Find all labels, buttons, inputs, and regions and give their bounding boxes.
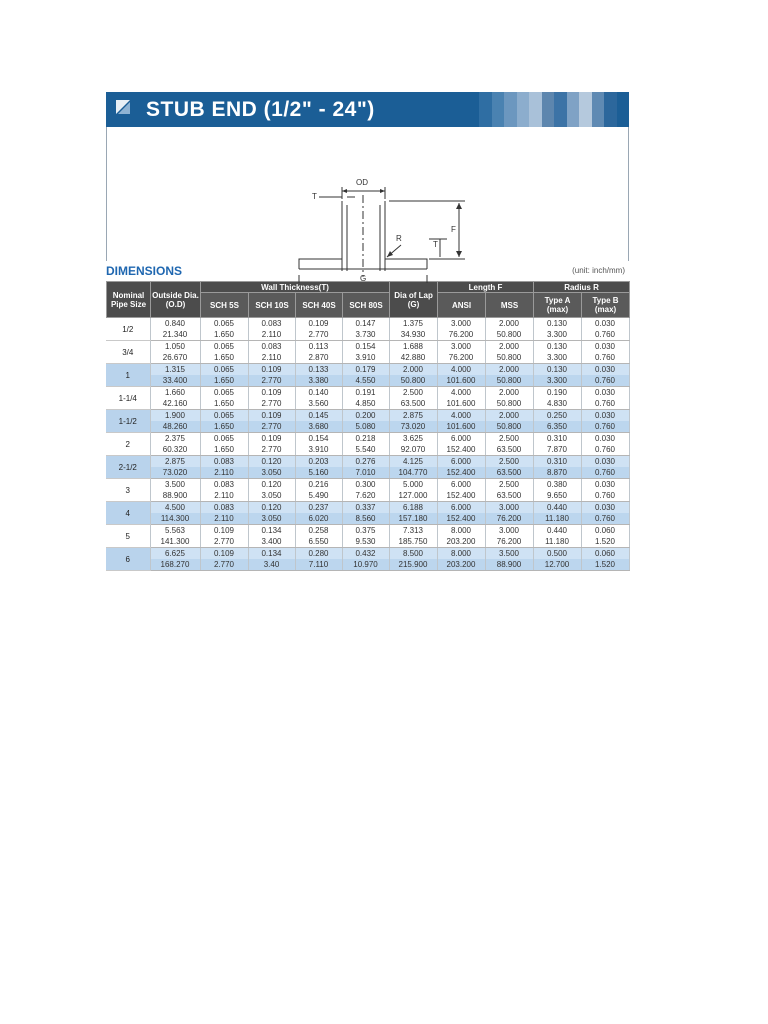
table-cell: 7.010 — [342, 467, 389, 479]
table-cell: 0.030 — [581, 318, 629, 329]
table-cell: 0.030 — [581, 433, 629, 445]
table-cell: 1.650 — [200, 444, 248, 456]
table-cell: 2.000 — [389, 364, 437, 376]
table-cell: 0.083 — [200, 479, 248, 491]
table-cell: 2.110 — [200, 513, 248, 525]
table-row-mm — [106, 398, 629, 410]
table-cell: 0.276 — [342, 456, 389, 468]
table-cell: 0.237 — [295, 502, 342, 514]
table-cell: 0.030 — [581, 364, 629, 376]
size-group — [106, 479, 629, 502]
table-row-mm — [106, 467, 629, 479]
table-cell: 4.000 — [437, 410, 485, 422]
size-group — [106, 525, 629, 548]
table-cell: 0.109 — [200, 548, 248, 560]
table-cell: 1.660 — [150, 387, 200, 399]
table-cell: 0.432 — [342, 548, 389, 560]
table-cell: 0.083 — [248, 318, 295, 329]
table-row-mm — [106, 559, 629, 571]
table-cell: 6.188 — [389, 502, 437, 514]
table-cell: 0.145 — [295, 410, 342, 422]
header-sch-10s: SCH 10S — [249, 293, 296, 318]
table-cell: 185.750 — [389, 536, 437, 548]
table-cell: 6.350 — [533, 421, 581, 433]
table-row-inch — [106, 318, 629, 329]
header-dia-of-lap: Dia of Lap (G) — [390, 282, 438, 318]
table-cell: 1.650 — [200, 375, 248, 387]
table-cell: 2.110 — [248, 329, 295, 341]
table-cell: 3.300 — [533, 352, 581, 364]
size-group — [106, 502, 629, 525]
table-cell: 0.191 — [342, 387, 389, 399]
table-cell: 0.440 — [533, 502, 581, 514]
header-wall-thickness: Wall Thickness(T) — [201, 282, 390, 293]
table-cell: 1.650 — [200, 352, 248, 364]
table-cell: 1.900 — [150, 410, 200, 422]
table-cell: 9.530 — [342, 536, 389, 548]
nominal-size-cell: 4 — [106, 502, 150, 525]
table-cell: 0.840 — [150, 318, 200, 329]
table-cell: 42.880 — [389, 352, 437, 364]
nominal-size-cell: 1-1/2 — [106, 410, 150, 433]
table-row-mm — [106, 536, 629, 548]
table-cell: 73.020 — [389, 421, 437, 433]
dimensions-table-body — [106, 318, 630, 571]
table-cell: 0.109 — [248, 387, 295, 399]
nominal-size-cell: 1-1/4 — [106, 387, 150, 410]
table-cell: 76.200 — [485, 536, 533, 548]
table-cell: 50.800 — [485, 375, 533, 387]
table-cell: 6.000 — [437, 479, 485, 491]
nominal-size-cell: 6 — [106, 548, 150, 571]
table-cell: 76.200 — [437, 352, 485, 364]
table-cell: 11.180 — [533, 513, 581, 525]
table-cell: 0.760 — [581, 421, 629, 433]
table-cell: 48.260 — [150, 421, 200, 433]
table-cell: 0.109 — [248, 410, 295, 422]
table-row-mm — [106, 444, 629, 456]
table-cell: 7.313 — [389, 525, 437, 537]
table-cell: 0.030 — [581, 479, 629, 491]
table-cell: 50.800 — [485, 421, 533, 433]
table-cell: 3.300 — [533, 375, 581, 387]
table-cell: 0.310 — [533, 433, 581, 445]
table-cell: 4.850 — [342, 398, 389, 410]
table-cell: 2.110 — [248, 352, 295, 364]
table-cell: 8.500 — [389, 548, 437, 560]
table-cell: 26.670 — [150, 352, 200, 364]
table-cell: 76.200 — [485, 513, 533, 525]
table-row-inch — [106, 548, 629, 560]
table-cell: 88.900 — [150, 490, 200, 502]
f-label: F — [451, 225, 456, 234]
table-cell: 152.400 — [437, 444, 485, 456]
table-cell: 0.310 — [533, 456, 581, 468]
nominal-size-cell: 3 — [106, 479, 150, 502]
table-cell: 2.770 — [248, 421, 295, 433]
table-cell: 203.200 — [437, 559, 485, 571]
table-row-mm — [106, 352, 629, 364]
table-cell: 101.600 — [437, 375, 485, 387]
table-cell: 4.830 — [533, 398, 581, 410]
table-cell: 0.760 — [581, 375, 629, 387]
table-cell: 34.930 — [389, 329, 437, 341]
table-row-inch — [106, 364, 629, 376]
table-cell: 2.000 — [485, 387, 533, 399]
table-cell: 2.770 — [295, 329, 342, 341]
table-cell: 4.000 — [437, 364, 485, 376]
size-group — [106, 364, 629, 387]
table-cell: 0.113 — [295, 341, 342, 353]
header-mss: MSS — [486, 293, 534, 318]
table-cell: 0.190 — [533, 387, 581, 399]
table-cell: 3.500 — [150, 479, 200, 491]
table-cell: 6.000 — [437, 456, 485, 468]
table-cell: 0.337 — [342, 502, 389, 514]
table-cell: 3.680 — [295, 421, 342, 433]
table-cell: 1.688 — [389, 341, 437, 353]
table-cell: 127.000 — [389, 490, 437, 502]
nominal-size-cell: 5 — [106, 525, 150, 548]
t-lap-label: T — [433, 240, 438, 249]
table-cell: 2.375 — [150, 433, 200, 445]
header-type-a: Type A (max) — [534, 293, 582, 318]
table-cell: 0.140 — [295, 387, 342, 399]
nominal-size-cell: 1 — [106, 364, 150, 387]
table-cell: 0.130 — [533, 318, 581, 329]
table-cell: 0.203 — [295, 456, 342, 468]
table-cell: 6.000 — [437, 502, 485, 514]
table-cell: 5.540 — [342, 444, 389, 456]
table-cell: 2.500 — [485, 433, 533, 445]
table-cell: 215.900 — [389, 559, 437, 571]
table-cell: 2.770 — [200, 536, 248, 548]
table-cell: 88.900 — [485, 559, 533, 571]
table-row-inch — [106, 456, 629, 468]
table-cell: 0.258 — [295, 525, 342, 537]
table-cell: 141.300 — [150, 536, 200, 548]
table-cell: 63.500 — [485, 490, 533, 502]
table-cell: 63.500 — [485, 467, 533, 479]
datasheet — [106, 92, 629, 571]
header-nominal-size: Nominal Pipe Size — [107, 282, 151, 318]
table-cell: 8.560 — [342, 513, 389, 525]
table-cell: 0.030 — [581, 502, 629, 514]
table-cell: 5.563 — [150, 525, 200, 537]
table-cell: 0.083 — [200, 456, 248, 468]
table-cell: 50.800 — [485, 352, 533, 364]
table-cell: 12.700 — [533, 559, 581, 571]
table-cell: 0.030 — [581, 456, 629, 468]
table-row-mm — [106, 490, 629, 502]
table-cell: 104.770 — [389, 467, 437, 479]
table-row-inch — [106, 502, 629, 514]
table-cell: 7.870 — [533, 444, 581, 456]
table-cell: 0.760 — [581, 467, 629, 479]
header-ansi: ANSI — [438, 293, 486, 318]
table-cell: 60.320 — [150, 444, 200, 456]
table-row-inch — [106, 479, 629, 491]
table-cell: 8.000 — [437, 525, 485, 537]
table-cell: 0.109 — [248, 433, 295, 445]
table-cell: 50.800 — [389, 375, 437, 387]
table-cell: 101.600 — [437, 398, 485, 410]
table-cell: 0.760 — [581, 513, 629, 525]
table-cell: 3.40 — [248, 559, 295, 571]
table-cell: 2.875 — [389, 410, 437, 422]
unit-note: (unit: inch/mm) — [572, 266, 625, 275]
table-cell: 2.875 — [150, 456, 200, 468]
table-cell: 157.180 — [389, 513, 437, 525]
table-cell: 0.030 — [581, 341, 629, 353]
table-cell: 1.650 — [200, 421, 248, 433]
table-cell: 0.120 — [248, 502, 295, 514]
table-cell: 0.065 — [200, 341, 248, 353]
table-cell: 2.770 — [200, 559, 248, 571]
table-cell: 3.000 — [437, 341, 485, 353]
table-cell: 7.620 — [342, 490, 389, 502]
table-cell: 0.065 — [200, 410, 248, 422]
dimensions-table — [106, 281, 630, 318]
table-cell: 2.870 — [295, 352, 342, 364]
table-cell: 6.000 — [437, 433, 485, 445]
table-cell: 3.625 — [389, 433, 437, 445]
g-label: G — [360, 274, 367, 283]
od-label: OD — [356, 178, 368, 187]
table-cell: 2.000 — [485, 318, 533, 329]
table-cell: 0.760 — [581, 329, 629, 341]
table-cell: 5.000 — [389, 479, 437, 491]
table-cell: 152.400 — [437, 467, 485, 479]
table-cell: 21.340 — [150, 329, 200, 341]
table-cell: 3.000 — [485, 502, 533, 514]
table-cell: 0.218 — [342, 433, 389, 445]
table-cell: 0.065 — [200, 318, 248, 329]
table-cell: 2.770 — [248, 375, 295, 387]
table-row-inch — [106, 341, 629, 353]
table-cell: 7.110 — [295, 559, 342, 571]
table-cell: 0.179 — [342, 364, 389, 376]
table-cell: 5.490 — [295, 490, 342, 502]
size-group — [106, 410, 629, 433]
table-cell: 0.760 — [581, 490, 629, 502]
table-row-mm — [106, 329, 629, 341]
table-cell: 3.400 — [248, 536, 295, 548]
table-cell: 0.065 — [200, 387, 248, 399]
table-cell: 1.650 — [200, 329, 248, 341]
table-cell: 2.110 — [200, 467, 248, 479]
dimensions-title: DIMENSIONS — [106, 264, 183, 278]
table-cell: 114.300 — [150, 513, 200, 525]
table-row-mm — [106, 375, 629, 387]
table-cell: 203.200 — [437, 536, 485, 548]
table-cell: 92.070 — [389, 444, 437, 456]
table-cell: 4.000 — [437, 387, 485, 399]
table-cell: 3.380 — [295, 375, 342, 387]
size-group — [106, 548, 629, 571]
table-cell: 1.375 — [389, 318, 437, 329]
table-cell: 3.560 — [295, 398, 342, 410]
table-cell: 0.760 — [581, 398, 629, 410]
table-cell: 1.315 — [150, 364, 200, 376]
table-cell: 76.200 — [437, 329, 485, 341]
nominal-size-cell: 2-1/2 — [106, 456, 150, 479]
table-row-inch — [106, 525, 629, 537]
table-cell: 0.109 — [248, 364, 295, 376]
table-cell: 168.270 — [150, 559, 200, 571]
table-cell: 1.520 — [581, 559, 629, 571]
table-cell: 8.870 — [533, 467, 581, 479]
banner-gradient — [479, 92, 629, 127]
table-cell: 3.050 — [248, 490, 295, 502]
table-cell: 2.000 — [485, 410, 533, 422]
table-cell: 0.083 — [200, 502, 248, 514]
size-group — [106, 433, 629, 456]
table-cell: 1.050 — [150, 341, 200, 353]
table-cell: 63.500 — [389, 398, 437, 410]
table-cell: 0.120 — [248, 479, 295, 491]
table-cell: 0.760 — [581, 352, 629, 364]
table-cell: 0.280 — [295, 548, 342, 560]
table-cell: 73.020 — [150, 467, 200, 479]
table-cell: 3.050 — [248, 513, 295, 525]
size-group — [106, 318, 629, 341]
table-cell: 0.380 — [533, 479, 581, 491]
table-cell: 0.083 — [248, 341, 295, 353]
banner-accent-icon — [118, 102, 130, 114]
table-cell: 0.134 — [248, 548, 295, 560]
table-cell: 0.760 — [581, 444, 629, 456]
table-cell: 3.910 — [342, 352, 389, 364]
header-sch-80s: SCH 80S — [343, 293, 390, 318]
table-cell: 0.130 — [533, 341, 581, 353]
table-cell: 5.160 — [295, 467, 342, 479]
table-cell: 0.060 — [581, 548, 629, 560]
table-cell: 9.650 — [533, 490, 581, 502]
table-cell: 0.065 — [200, 364, 248, 376]
table-cell: 4.550 — [342, 375, 389, 387]
table-cell: 33.400 — [150, 375, 200, 387]
table-cell: 50.800 — [485, 329, 533, 341]
table-cell: 2.500 — [485, 479, 533, 491]
size-group — [106, 341, 629, 364]
table-cell: 0.250 — [533, 410, 581, 422]
table-cell: 3.910 — [295, 444, 342, 456]
table-cell: 0.030 — [581, 387, 629, 399]
table-cell: 63.500 — [485, 444, 533, 456]
table-cell: 0.134 — [248, 525, 295, 537]
table-cell: 2.770 — [248, 444, 295, 456]
table-cell: 2.000 — [485, 341, 533, 353]
table-cell: 0.500 — [533, 548, 581, 560]
table-cell: 152.400 — [437, 490, 485, 502]
header-radius-r: Radius R — [534, 282, 630, 293]
table-cell: 0.154 — [295, 433, 342, 445]
header-type-b: Type B (max) — [582, 293, 630, 318]
table-cell: 0.030 — [581, 410, 629, 422]
table-cell: 101.600 — [437, 421, 485, 433]
table-row-inch — [106, 433, 629, 445]
table-cell: 6.625 — [150, 548, 200, 560]
t-label: T — [312, 192, 317, 201]
nominal-size-cell: 3/4 — [106, 341, 150, 364]
table-cell: 0.109 — [295, 318, 342, 329]
page-title: STUB END (1/2" - 24") — [146, 98, 375, 121]
header-sch-40s: SCH 40S — [296, 293, 343, 318]
table-cell: 0.130 — [533, 364, 581, 376]
table-row-mm — [106, 513, 629, 525]
table-row-inch — [106, 387, 629, 399]
table-cell: 0.065 — [200, 433, 248, 445]
table-cell: 4.125 — [389, 456, 437, 468]
table-cell: 1.520 — [581, 536, 629, 548]
nominal-size-cell: 1/2 — [106, 318, 150, 341]
table-cell: 0.147 — [342, 318, 389, 329]
table-cell: 0.120 — [248, 456, 295, 468]
table-cell: 6.020 — [295, 513, 342, 525]
table-cell: 3.730 — [342, 329, 389, 341]
title-banner — [106, 92, 629, 127]
table-cell: 3.000 — [485, 525, 533, 537]
table-cell: 2.770 — [248, 398, 295, 410]
table-cell: 11.180 — [533, 536, 581, 548]
table-cell: 0.440 — [533, 525, 581, 537]
size-group — [106, 456, 629, 479]
table-cell: 5.080 — [342, 421, 389, 433]
table-cell: 4.500 — [150, 502, 200, 514]
table-cell: 3.000 — [437, 318, 485, 329]
header-length-f: Length F — [438, 282, 534, 293]
table-cell: 2.500 — [485, 456, 533, 468]
table-cell: 0.133 — [295, 364, 342, 376]
table-row-inch — [106, 410, 629, 422]
table-cell: 0.109 — [200, 525, 248, 537]
table-cell: 8.000 — [437, 548, 485, 560]
table-cell: 0.375 — [342, 525, 389, 537]
table-cell: 50.800 — [485, 398, 533, 410]
table-cell: 6.550 — [295, 536, 342, 548]
table-cell: 0.060 — [581, 525, 629, 537]
size-group — [106, 387, 629, 410]
table-cell: 42.160 — [150, 398, 200, 410]
table-cell: 0.300 — [342, 479, 389, 491]
table-cell: 0.216 — [295, 479, 342, 491]
table-cell: 2.000 — [485, 364, 533, 376]
table-cell: 3.050 — [248, 467, 295, 479]
header-outside-dia: Outside Dia. (O.D) — [151, 282, 201, 318]
header-sch-5s: SCH 5S — [201, 293, 249, 318]
table-cell: 3.300 — [533, 329, 581, 341]
table-cell: 0.154 — [342, 341, 389, 353]
nominal-size-cell: 2 — [106, 433, 150, 456]
table-cell: 3.500 — [485, 548, 533, 560]
table-cell: 10.970 — [342, 559, 389, 571]
table-cell: 0.200 — [342, 410, 389, 422]
table-cell: 152.400 — [437, 513, 485, 525]
table-cell: 1.650 — [200, 398, 248, 410]
table-cell: 2.110 — [200, 490, 248, 502]
r-label: R — [396, 234, 402, 243]
table-cell: 2.500 — [389, 387, 437, 399]
dimensions-heading-row — [106, 261, 629, 281]
table-row-mm — [106, 421, 629, 433]
